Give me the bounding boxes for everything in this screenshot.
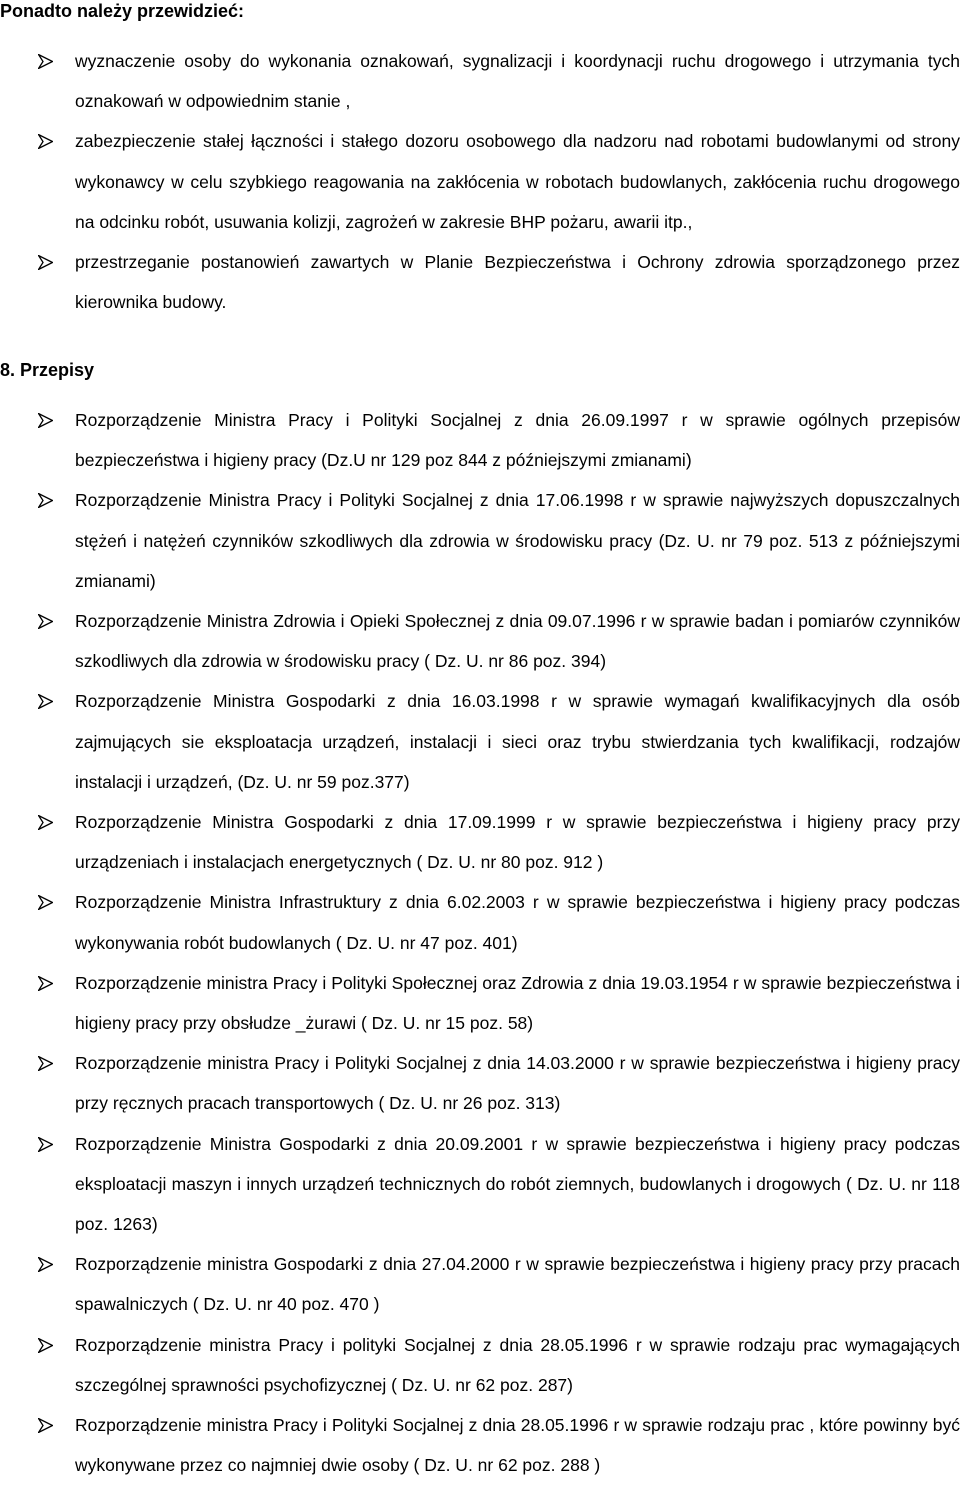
arrowhead-bullet-icon <box>38 1338 53 1353</box>
list-item-text: zabezpieczenie stałej łączności i stałego dozoru osobowego dla nadzoru nad robotami budowlanymi od strony wykonawcy w celu szybkiego reagowania na zakłócenia w robotach budowlanych, zakłócenia ruchu drogowego na odcinku robót, usuwania kolizji, zagrożeń w zakresie BHP pożaru, awarii itp., <box>75 131 960 232</box>
list-item <box>0 802 960 882</box>
list-item-text: Rozporządzenie Ministra Infrastruktury z dnia 6.02.2003 r w sprawie bezpieczeństwa i higieny pracy podczas wykonywania robót budowlanych ( Dz. U. nr 47 poz. 401) <box>75 892 960 953</box>
list-item-text: Rozporządzenie Ministra Gospodarki z dnia 17.09.1999 r w sprawie bezpieczeństwa i higieny pracy przy urządzeniach i instalacjach energetycznych ( Dz. U. nr 80 poz. 912 ) <box>75 812 960 873</box>
arrowhead-bullet-icon <box>38 895 53 910</box>
list-item <box>0 400 960 480</box>
section-heading-regulations: 8. Przepisy <box>0 360 95 380</box>
list-item-text: Rozporządzenie Ministra Pracy i Polityki Socjalnej z dnia 17.06.1998 r w sprawie najwyższych dopuszczalnych stężeń i natężeń czynników szkodliwych dla zdrowia w środowisku pracy (Dz. U. nr 79 poz. 513 z późniejszymi zmianami) <box>75 490 960 591</box>
arrowhead-bullet-icon <box>38 694 53 709</box>
list-item <box>0 1043 960 1123</box>
arrowhead-bullet-icon <box>38 1418 53 1433</box>
arrowhead-bullet-icon <box>38 413 53 428</box>
arrowhead-bullet-icon <box>38 1056 53 1071</box>
list-item <box>0 242 960 322</box>
list-item <box>0 681 960 802</box>
arrowhead-bullet-icon <box>38 815 53 830</box>
list-item <box>0 121 960 242</box>
arrowhead-bullet-icon <box>38 614 53 629</box>
arrowhead-bullet-icon <box>38 976 53 991</box>
list-item <box>0 41 960 121</box>
list-item-text: Rozporządzenie ministra Pracy i Polityki Socjalnej z dnia 28.05.1996 r w sprawie rodzaju prac , które powinny być wykonywane przez co najmniej dwie osoby ( Dz. U. nr 62 poz. 288 ) <box>75 1415 960 1476</box>
arrowhead-bullet-icon <box>38 54 53 69</box>
arrowhead-bullet-icon <box>38 493 53 508</box>
list-item-text: Rozporządzenie Ministra Zdrowia i Opieki Społecznej z dnia 09.07.1996 r w sprawie badan i pomiarów czynników szkodliwych dla zdrowia w środowisku pracy ( Dz. U. nr 86 poz. 394) <box>75 611 960 672</box>
list-item <box>0 1244 960 1324</box>
list-item <box>0 882 960 962</box>
list-item <box>0 1325 960 1405</box>
arrowhead-bullet-icon <box>38 134 53 149</box>
list-item-text: Rozporządzenie ministra Pracy i Polityki Społecznej oraz Zdrowia z dnia 19.03.1954 r w sprawie bezpieczeństwa i higieny pracy przy obsłudze _żurawi ( Dz. U. nr 15 poz. 58) <box>75 972 960 1034</box>
list-item-text: Rozporządzenie Ministra Gospodarki z dnia 16.03.1998 r w sprawie wymagań kwalifikacyjnych dla osób zajmujących sie eksploatacja urządzeń, instalacji i sieci oraz trybu stwierdzania tych kwalifikacji, rodzajów instalacji i urządzeń, (Dz. U. nr 59 poz.377) <box>75 691 960 792</box>
list-item-text: Rozporządzenie Ministra Gospodarki z dnia 20.09.2001 r w sprawie bezpieczeństwa i higieny pracy podczas eksploatacji maszyn i innych urządzeń technicznych do robót ziemnych, budowlanych i drogowych ( Dz. U. nr 118 poz. 1263) <box>75 1133 960 1235</box>
list-item <box>0 480 960 601</box>
list-item-text: Rozporządzenie ministra Pracy i Polityki Socjalnej z dnia 14.03.2000 r w sprawie bezpieczeństwa i higieny pracy przy ręcznych pracach transportowych ( Dz. U. nr 26 poz. 313) <box>75 1053 960 1114</box>
list-item <box>0 1405 960 1485</box>
arrowhead-bullet-icon <box>38 1257 53 1272</box>
list-item <box>0 963 960 1043</box>
preparations-list <box>0 41 960 322</box>
arrowhead-bullet-icon <box>38 255 53 270</box>
regulations-list <box>0 400 960 1485</box>
list-item <box>0 1124 960 1245</box>
list-item-text: Rozporządzenie Ministra Pracy i Polityki Socjalnej z dnia 26.09.1997 r w sprawie ogólnych przepisów bezpieczeństwa i higieny pracy (Dz.U nr 129 poz 844 z późniejszymi zmianami) <box>75 410 960 471</box>
list-item-text: Rozporządzenie ministra Pracy i polityki Socjalnej z dnia 28.05.1996 r w sprawie rodzaju prac wymagających szczególnej sprawności psychofizycznej ( Dz. U. nr 62 poz. 287) <box>75 1334 960 1395</box>
list-item-text: Rozporządzenie ministra Gospodarki z dnia 27.04.2000 r w sprawie bezpieczeństwa i higieny pracy przy pracach spawalniczych ( Dz. U. nr 40 poz. 470 ) <box>75 1254 960 1315</box>
list-item-text: wyznaczenie osoby do wykonania oznakowań, sygnalizacji i koordynacji ruchu drogowego i utrzymania tych oznakowań w odpowiednim stanie , <box>75 51 960 112</box>
arrowhead-bullet-icon <box>38 1137 53 1152</box>
section-heading-preparations: Ponadto należy przewidzieć: <box>0 1 245 21</box>
list-item <box>0 601 960 681</box>
list-item-text: przestrzeganie postanowień zawartych w Planie Bezpieczeństwa i Ochrony zdrowia sporządzonego przez kierownika budowy. <box>75 252 960 313</box>
